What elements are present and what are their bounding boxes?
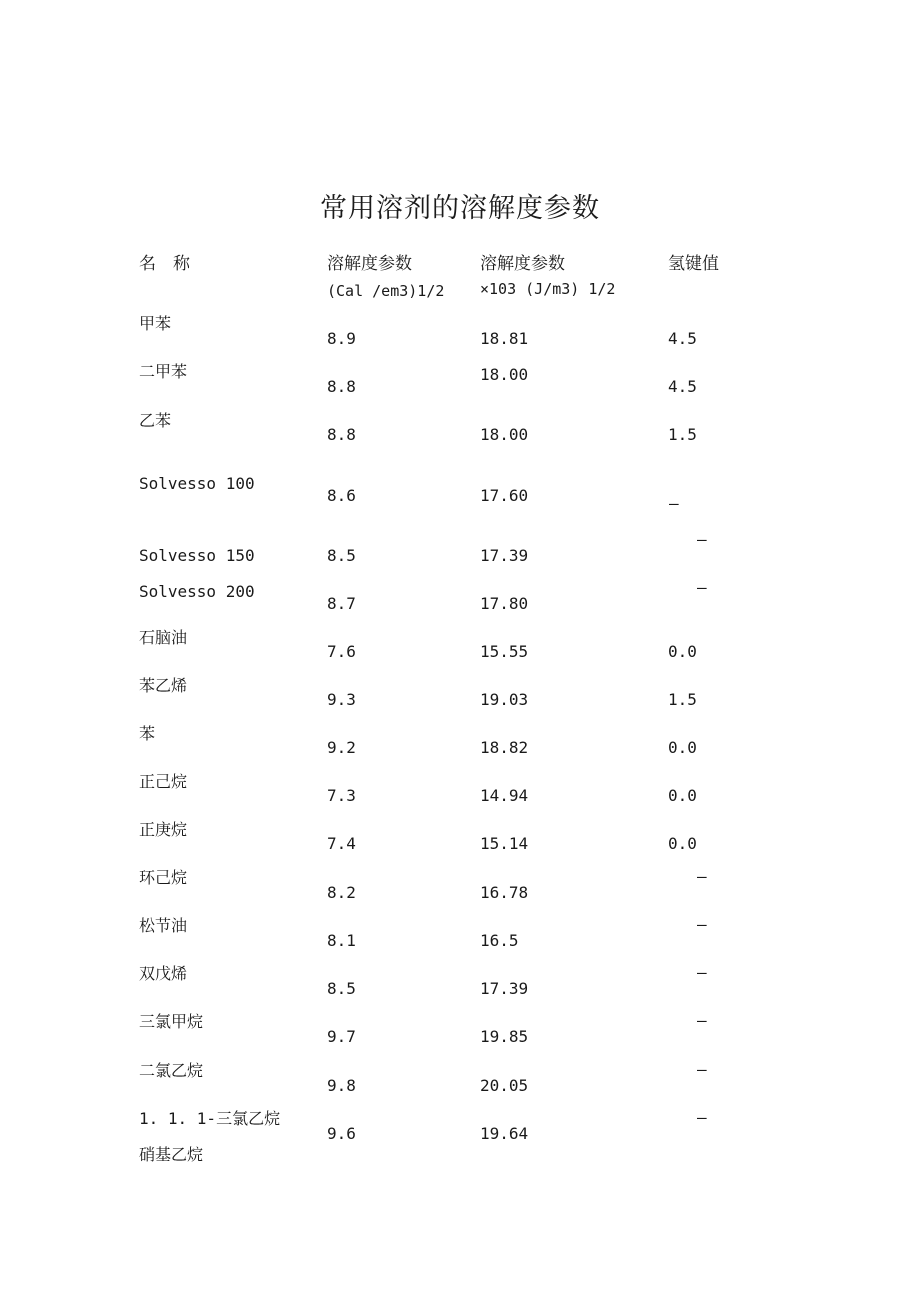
solvent-name: 硝基乙烷 xyxy=(139,1145,204,1164)
hydrogen-bond-value: — xyxy=(697,1011,707,1030)
solvent-name: 正己烷 xyxy=(139,772,188,791)
hydrogen-bond-value: 0.0 xyxy=(668,834,697,853)
solubility-si: 16.5 xyxy=(480,931,519,950)
solubility-si: 14.94 xyxy=(480,786,529,805)
solvent-name: 双戊烯 xyxy=(139,964,188,983)
solubility-si: 19.03 xyxy=(480,690,529,709)
solubility-cal: 9.7 xyxy=(327,1027,356,1046)
solubility-si: 18.00 xyxy=(480,425,529,444)
solvent-name: 三氯甲烷 xyxy=(139,1012,204,1031)
header-solubility-cal: 溶解度参数 xyxy=(327,254,412,274)
solubility-si: 15.55 xyxy=(480,642,529,661)
hydrogen-bond-value: — xyxy=(697,867,707,886)
header-solubility-cal-unit: (Cal /em3)1/2 xyxy=(327,282,445,300)
solvent-name: Solvesso 150 xyxy=(139,546,255,565)
solvent-name: 二甲苯 xyxy=(139,362,188,381)
solvent-name: 乙苯 xyxy=(139,411,172,430)
solubility-si: 17.80 xyxy=(480,594,529,613)
header-solubility-si: 溶解度参数 xyxy=(480,254,565,274)
solvent-name: 二氯乙烷 xyxy=(139,1061,204,1080)
hydrogen-bond-value: 0.0 xyxy=(668,738,697,757)
hydrogen-bond-value: — xyxy=(669,494,679,513)
solubility-cal: 8.5 xyxy=(327,979,356,998)
solubility-cal: 7.6 xyxy=(327,642,356,661)
hydrogen-bond-value: 1.5 xyxy=(668,425,697,444)
solubility-si: 16.78 xyxy=(480,883,529,902)
solubility-si: 18.81 xyxy=(480,329,529,348)
hydrogen-bond-value: — xyxy=(697,530,707,549)
solubility-si: 20.05 xyxy=(480,1076,529,1095)
solubility-cal: 7.3 xyxy=(327,786,356,805)
solubility-cal: 8.1 xyxy=(327,931,356,950)
solubility-cal: 9.2 xyxy=(327,738,356,757)
solubility-cal: 8.6 xyxy=(327,486,356,505)
solvent-name: 苯乙烯 xyxy=(139,676,188,695)
solubility-si: 19.85 xyxy=(480,1027,529,1046)
solubility-cal: 7.4 xyxy=(327,834,356,853)
hydrogen-bond-value: 4.5 xyxy=(668,329,697,348)
solubility-si: 17.39 xyxy=(480,979,529,998)
hydrogen-bond-value: — xyxy=(697,963,707,982)
page-title: 常用溶剂的溶解度参数 xyxy=(320,193,600,224)
hydrogen-bond-value: 4.5 xyxy=(668,377,697,396)
solvent-name: 1. 1. 1-三氯乙烷 xyxy=(139,1109,281,1128)
solvent-name: 环己烷 xyxy=(139,868,188,887)
solvent-name: 甲苯 xyxy=(139,314,172,333)
solubility-si: 18.00 xyxy=(480,365,529,384)
solubility-cal: 9.6 xyxy=(327,1124,356,1143)
solvent-name: 正庚烷 xyxy=(139,820,188,839)
solvent-name: 苯 xyxy=(139,724,156,743)
solvent-name: 石脑油 xyxy=(139,628,188,647)
hydrogen-bond-value: — xyxy=(697,578,707,597)
solubility-si: 17.39 xyxy=(480,546,529,565)
hydrogen-bond-value: 0.0 xyxy=(668,786,697,805)
solvent-name: Solvesso 200 xyxy=(139,582,255,601)
solubility-si: 15.14 xyxy=(480,834,529,853)
solubility-si: 19.64 xyxy=(480,1124,529,1143)
solubility-cal: 8.7 xyxy=(327,594,356,613)
solubility-cal: 8.5 xyxy=(327,546,356,565)
header-name: 名 称 xyxy=(139,254,190,274)
solvent-name: Solvesso 100 xyxy=(139,474,255,493)
solubility-cal: 8.8 xyxy=(327,377,356,396)
header-hydrogen-bond: 氢键值 xyxy=(668,254,719,274)
solubility-si: 17.60 xyxy=(480,486,529,505)
hydrogen-bond-value: — xyxy=(697,915,707,934)
hydrogen-bond-value: 0.0 xyxy=(668,642,697,661)
header-solubility-si-unit: ×103 (J/m3) 1/2 xyxy=(480,280,616,298)
hydrogen-bond-value: — xyxy=(697,1060,707,1079)
solubility-cal: 9.8 xyxy=(327,1076,356,1095)
solvent-name: 松节油 xyxy=(139,916,188,935)
solubility-cal: 8.9 xyxy=(327,329,356,348)
hydrogen-bond-value: 1.5 xyxy=(668,690,697,709)
solubility-cal: 8.2 xyxy=(327,883,356,902)
hydrogen-bond-value: — xyxy=(697,1108,707,1127)
solubility-si: 18.82 xyxy=(480,738,529,757)
solubility-cal: 8.8 xyxy=(327,425,356,444)
solubility-cal: 9.3 xyxy=(327,690,356,709)
